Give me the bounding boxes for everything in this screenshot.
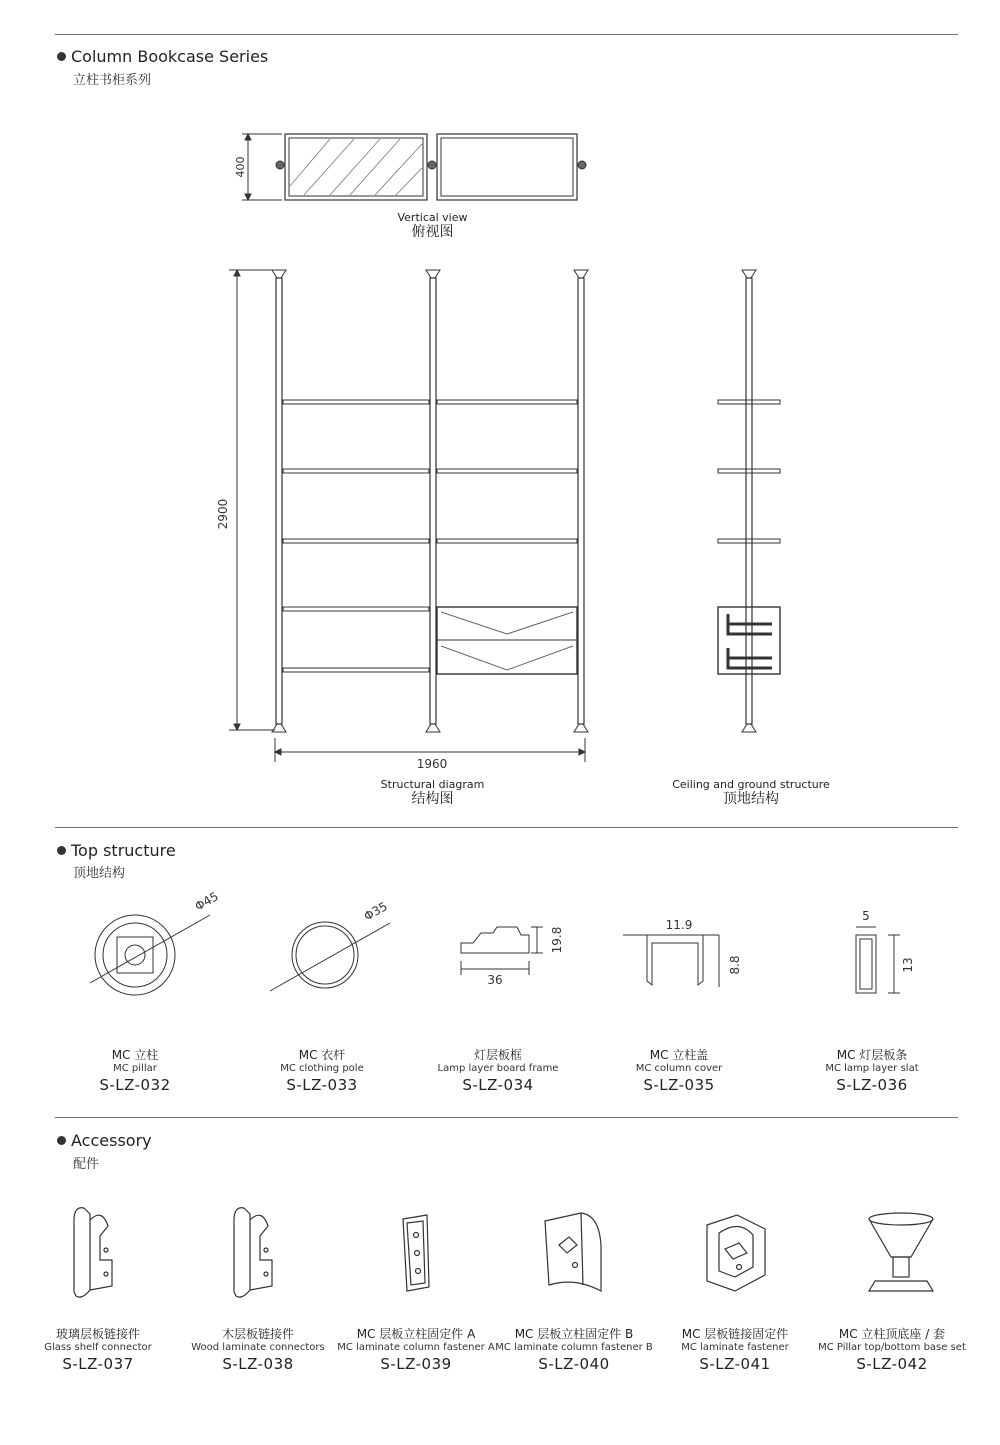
accessory-item: MC 层板立柱固定件 A MC laminate column fastener A S-LZ-039	[337, 1327, 495, 1373]
pillar-base-drawing	[855, 1205, 945, 1305]
section-title-top-structure: Top structure	[57, 841, 176, 860]
accessory-item: MC 层板链接固定件 MC laminate fastener S-LZ-041	[681, 1327, 789, 1373]
ceiling-ground-diagram	[700, 262, 800, 742]
bullet-icon	[57, 1136, 66, 1145]
dim-19-8: 19.8	[550, 926, 564, 954]
dim-36: 36	[487, 973, 503, 987]
section-subtitle-top-structure: 顶地结构	[73, 866, 126, 881]
lamp-frame-profile-drawing	[445, 905, 585, 995]
dim-1960: 1960	[416, 757, 448, 771]
accessory-item: MC 层板立柱固定件 B MC laminate column fastener B S-LZ-040	[495, 1327, 653, 1373]
accessory-item: 玻璃层板链接件 Glass shelf connector S-LZ-037	[44, 1327, 152, 1373]
accessory-item: MC 立柱顶底座 / 套 MC Pillar top/bottom base set S-LZ-042	[818, 1327, 966, 1373]
section-subtitle-bookcase: 立柱书柜系列	[73, 73, 152, 88]
vertical-view-drawing	[230, 120, 610, 215]
laminate-fastener-drawing	[695, 1205, 785, 1305]
column-cover-profile-drawing	[615, 905, 755, 1000]
fastener-a-drawing	[385, 1205, 455, 1305]
section-title-bookcase: Column Bookcase Series	[57, 47, 268, 66]
vertical-view-caption: Vertical view 俯视图	[397, 211, 468, 241]
profile-item: MC 衣杆 MC clothing pole S-LZ-033	[280, 1048, 364, 1094]
section-title-accessory: Accessory	[57, 1131, 152, 1150]
divider-accessory	[55, 1117, 958, 1118]
bullet-icon	[57, 846, 66, 855]
dim-400: 400	[234, 156, 247, 178]
dim-2900: 2900	[216, 498, 230, 530]
dim-phi35: Φ35	[361, 899, 390, 924]
section-subtitle-accessory: 配件	[73, 1157, 100, 1172]
lamp-slat-profile-drawing	[820, 905, 930, 1000]
pillar-profile-drawing	[70, 889, 230, 1005]
wood-connector-drawing	[218, 1200, 298, 1310]
ceiling-caption: Ceiling and ground structure 顶地结构	[672, 778, 830, 808]
profile-item: MC 立柱盖 MC column cover S-LZ-035	[635, 1048, 723, 1094]
dim-11-9: 11.9	[665, 918, 693, 932]
divider-top-structure	[55, 827, 958, 828]
dim-5: 5	[862, 909, 870, 923]
dim-8-8: 8.8	[728, 955, 742, 975]
profile-item: 灯层板框 Lamp layer board frame S-LZ-034	[437, 1048, 559, 1094]
structural-diagram	[215, 262, 615, 772]
accessory-item: 木层板链接件 Wood laminate connectors S-LZ-038	[191, 1327, 325, 1373]
dim-13: 13	[901, 957, 915, 973]
profile-item: MC 立柱 MC pillar S-LZ-032	[99, 1048, 171, 1094]
dim-phi45: Φ45	[192, 889, 221, 914]
structural-caption: Structural diagram 结构图	[380, 778, 485, 808]
fastener-b-drawing	[535, 1205, 615, 1305]
pole-profile-drawing	[265, 895, 425, 1005]
profile-item: MC 灯层板条 MC lamp layer slat S-LZ-036	[825, 1048, 919, 1094]
glass-connector-drawing	[60, 1200, 140, 1310]
divider-top	[55, 34, 958, 35]
bullet-icon	[57, 52, 66, 61]
